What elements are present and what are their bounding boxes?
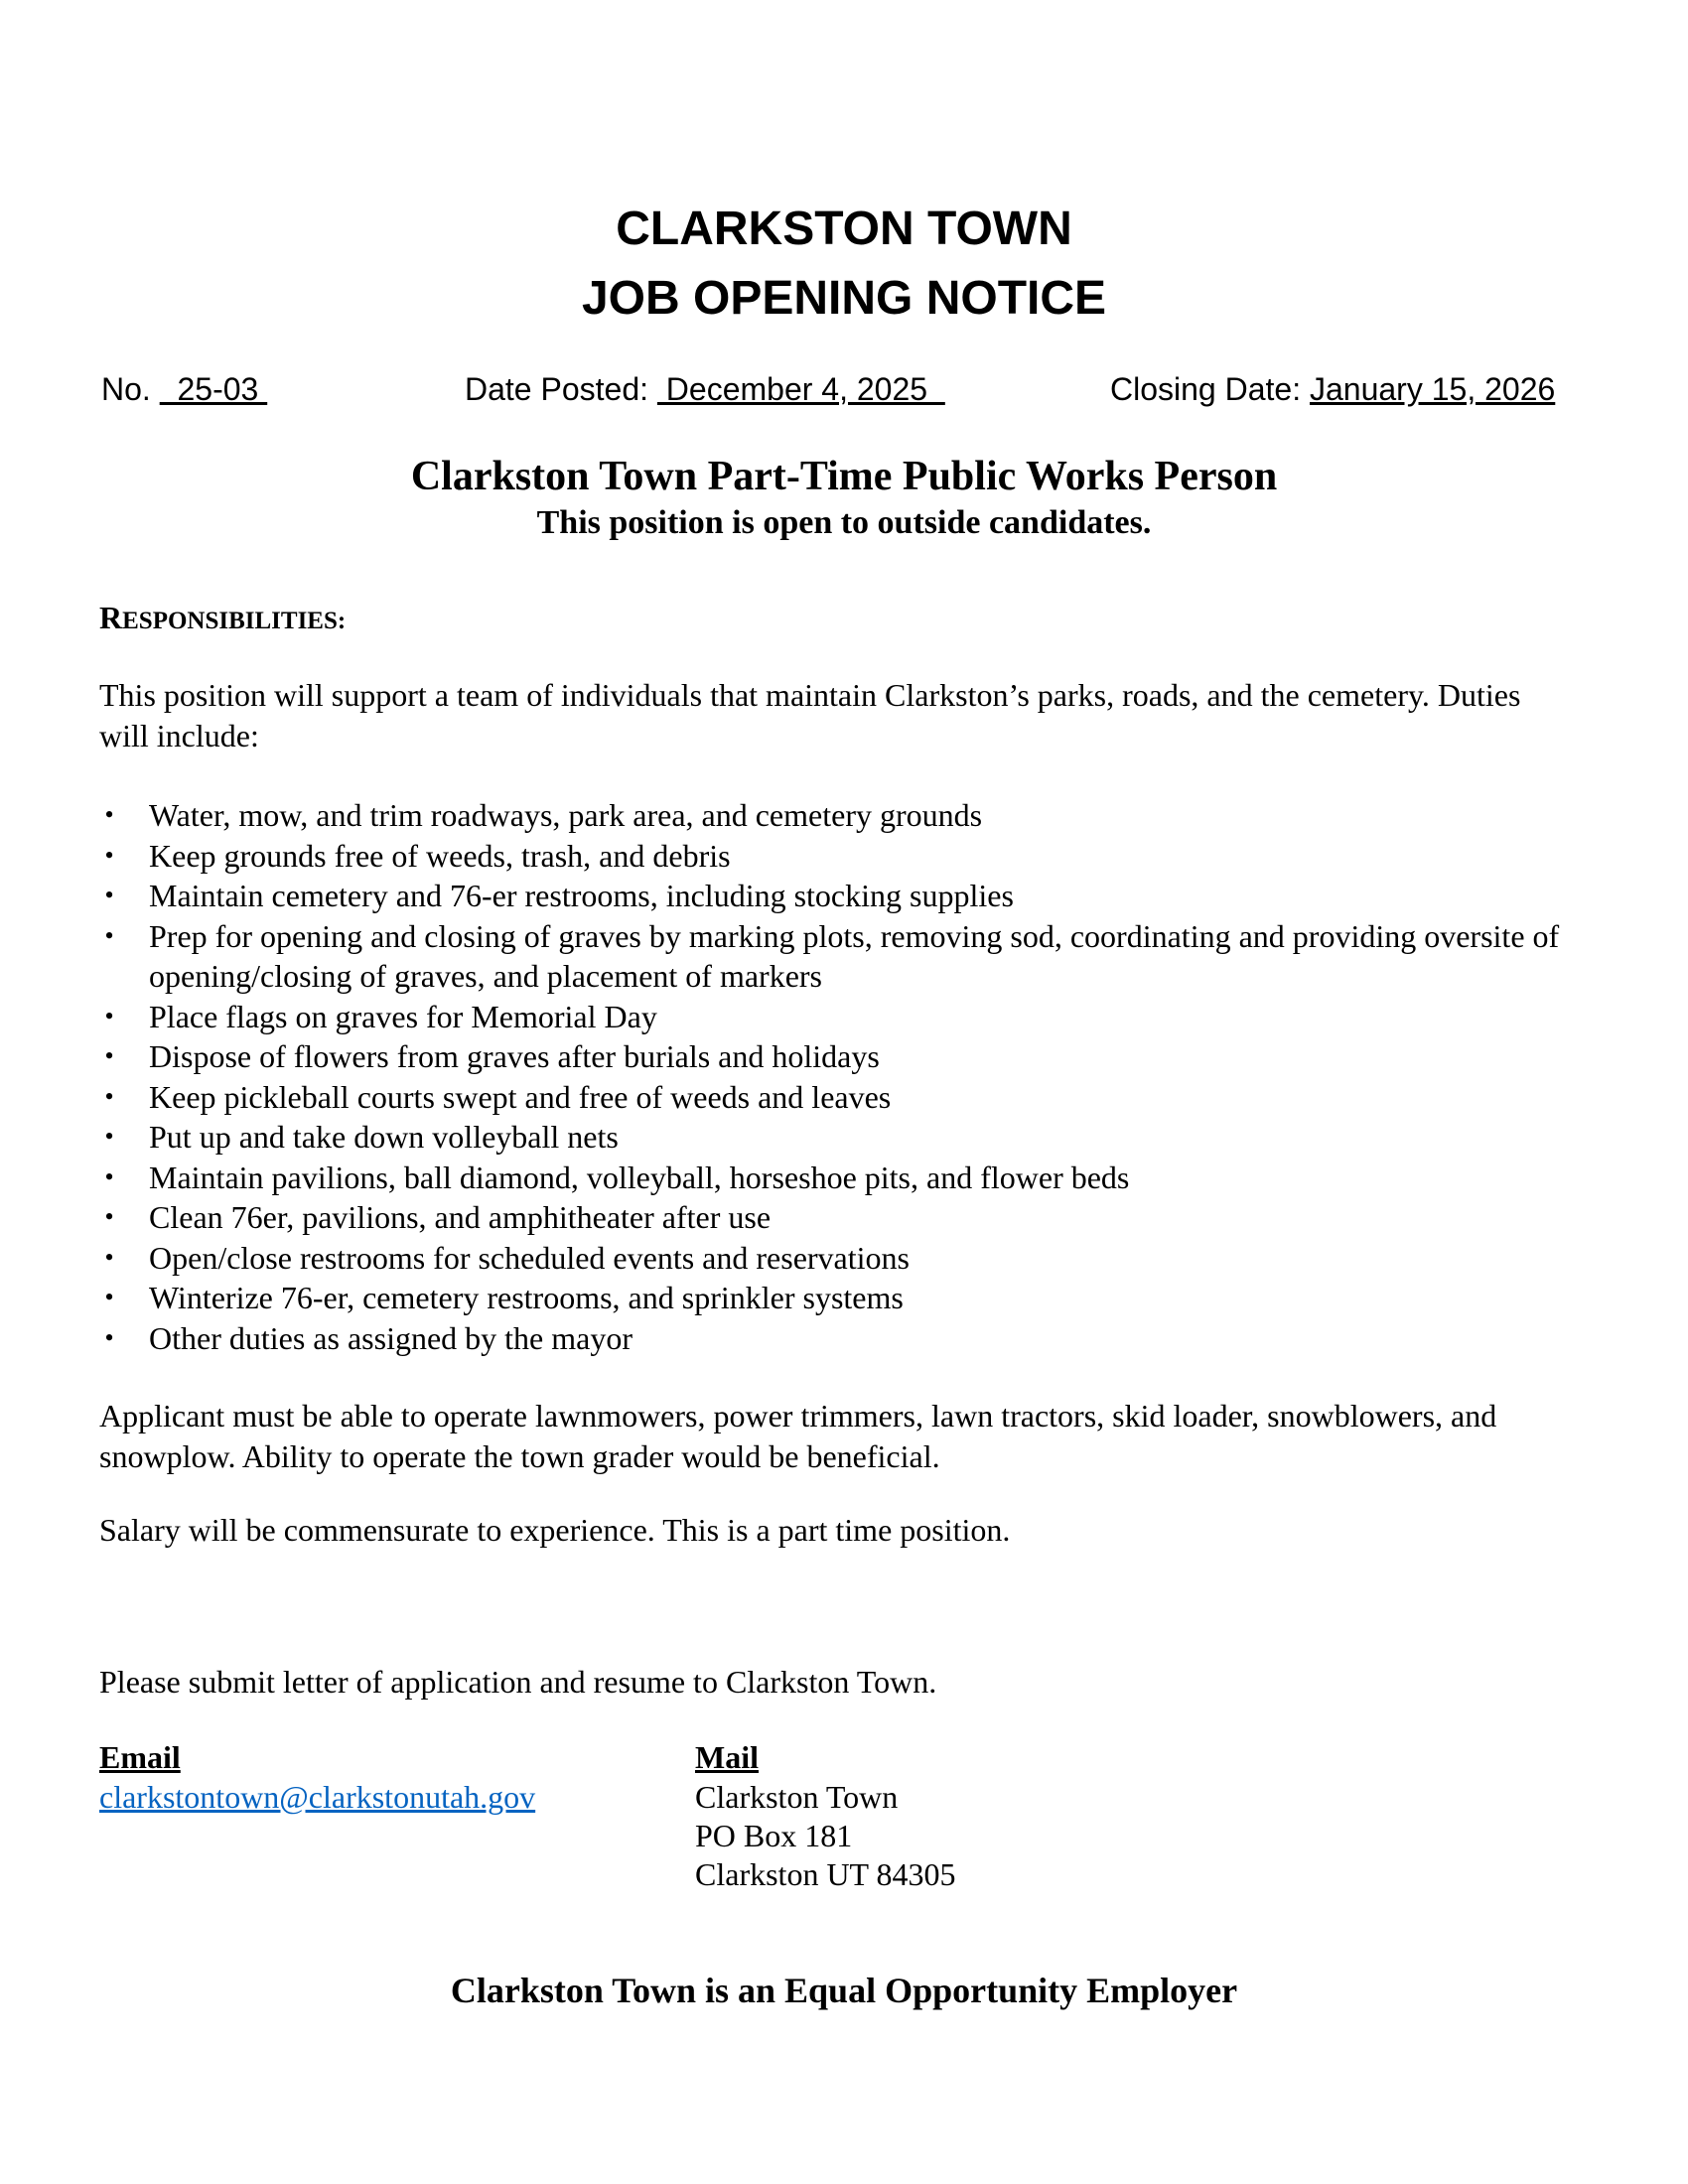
date-posted-value: December 4, 2025 — [656, 371, 945, 407]
responsibilities-heading-rest: ESPONSIBILITIES: — [122, 608, 347, 634]
header-town-name: CLARKSTON TOWN — [616, 203, 1072, 255]
duty-text: Place flags on graves for Memorial Day — [149, 998, 657, 1034]
equipment-requirements: Applicant must be able to operate lawnmowers, power trimmers, lawn tractors, skid loader, snowblowers, and snowplow. Ability to operate the town grader would be beneficial. — [99, 1398, 1497, 1474]
closing-date — [1110, 369, 1555, 409]
bullet-icon: • — [104, 1322, 114, 1352]
duty-item — [99, 916, 1589, 997]
duty-item — [99, 1318, 1589, 1359]
duty-item — [99, 836, 1589, 877]
duty-text: Winterize 76-er, cemetery restrooms, and sprinkler systems — [149, 1280, 904, 1315]
duty-text: Open/close restrooms for scheduled events and reservations — [149, 1239, 910, 1276]
bullet-icon: • — [104, 1001, 114, 1030]
closing-date-value: January 15, 2026 — [1309, 371, 1556, 407]
email-heading: Email — [99, 1739, 181, 1775]
duty-item — [99, 1278, 1589, 1318]
duty-item — [99, 1238, 1589, 1279]
duty-text: Maintain pavilions, ball diamond, volleyball, horseshoe pits, and flower beds — [149, 1159, 1130, 1195]
position-subtitle: This position is open to outside candidates. — [536, 504, 1152, 541]
date-posted — [465, 369, 945, 409]
salary-note: Salary will be commensurate to experience. This is a part time position. — [99, 1512, 1011, 1548]
duty-text: Maintain cemetery and 76-er restrooms, including stocking supplies — [149, 878, 1014, 913]
duty-item — [99, 795, 1589, 836]
duty-item — [99, 876, 1589, 916]
duty-text: Keep grounds free of weeds, trash, and debris — [149, 837, 731, 874]
mail-heading: Mail — [695, 1739, 759, 1775]
duty-item — [99, 1036, 1589, 1077]
duty-text: Keep pickleball courts swept and free of weeds and leaves — [149, 1078, 892, 1115]
duty-item — [99, 997, 1589, 1037]
duty-item — [99, 1158, 1589, 1198]
date-posted-label: Date Posted: — [465, 371, 648, 407]
bullet-icon: • — [104, 1202, 114, 1231]
bullet-icon: • — [104, 840, 114, 870]
header-notice-title: JOB OPENING NOTICE — [581, 272, 1107, 325]
responsibilities-heading-initial: R — [99, 600, 123, 635]
mail-address-line-2: PO Box 181 — [695, 1818, 853, 1853]
position-title: Clarkston Town Part-Time Public Works Person — [410, 454, 1278, 499]
duty-text: Clean 76er, pavilions, and amphitheater after use — [149, 1199, 772, 1235]
email-link[interactable]: clarkstontown@clarkstonutah.gov — [99, 1779, 536, 1815]
duty-text: Dispose of flowers from graves after burials and holidays — [149, 1038, 880, 1074]
equal-opportunity-statement: Clarkston Town is an Equal Opportunity Employer — [450, 1971, 1238, 2010]
responsibilities-intro: This position will support a team of individuals that maintain Clarkston’s parks, roads, and the cemetery. Duties will include: — [99, 677, 1521, 753]
duty-item — [99, 1117, 1589, 1158]
bullet-icon: • — [104, 1041, 114, 1070]
bullet-icon: • — [104, 1242, 114, 1272]
notice-number — [101, 369, 267, 409]
bullet-icon: • — [104, 1283, 114, 1311]
mail-address-line-3: Clarkston UT 84305 — [695, 1856, 956, 1892]
bullet-icon: • — [104, 1122, 114, 1151]
bullet-icon: • — [104, 920, 114, 950]
bullet-icon: • — [104, 1161, 114, 1191]
bullet-icon: • — [104, 1081, 114, 1111]
duty-item — [99, 1077, 1589, 1118]
bullet-icon: • — [104, 881, 114, 909]
mail-address-line-1: Clarkston Town — [695, 1779, 899, 1815]
submission-instructions: Please submit letter of application and resume to Clarkston Town. — [99, 1664, 937, 1700]
notice-number-label: No. — [101, 371, 151, 407]
duty-text: Prep for opening and closing of graves by marking plots, removing sod, coordinating and providing oversite of opening/closing of graves, and placement of markers — [149, 917, 1560, 994]
duty-text: Put up and take down volleyball nets — [149, 1119, 619, 1155]
duty-item — [99, 1197, 1589, 1238]
responsibilities-heading — [99, 598, 1589, 641]
duty-text: Water, mow, and trim roadways, park area, and cemetery grounds — [149, 797, 983, 833]
closing-date-label: Closing Date: — [1110, 371, 1302, 407]
duty-text: Other duties as assigned by the mayor — [149, 1319, 633, 1356]
notice-number-value: 25-03 — [159, 371, 268, 407]
duties-list — [99, 795, 1589, 1358]
bullet-icon: • — [104, 800, 114, 829]
